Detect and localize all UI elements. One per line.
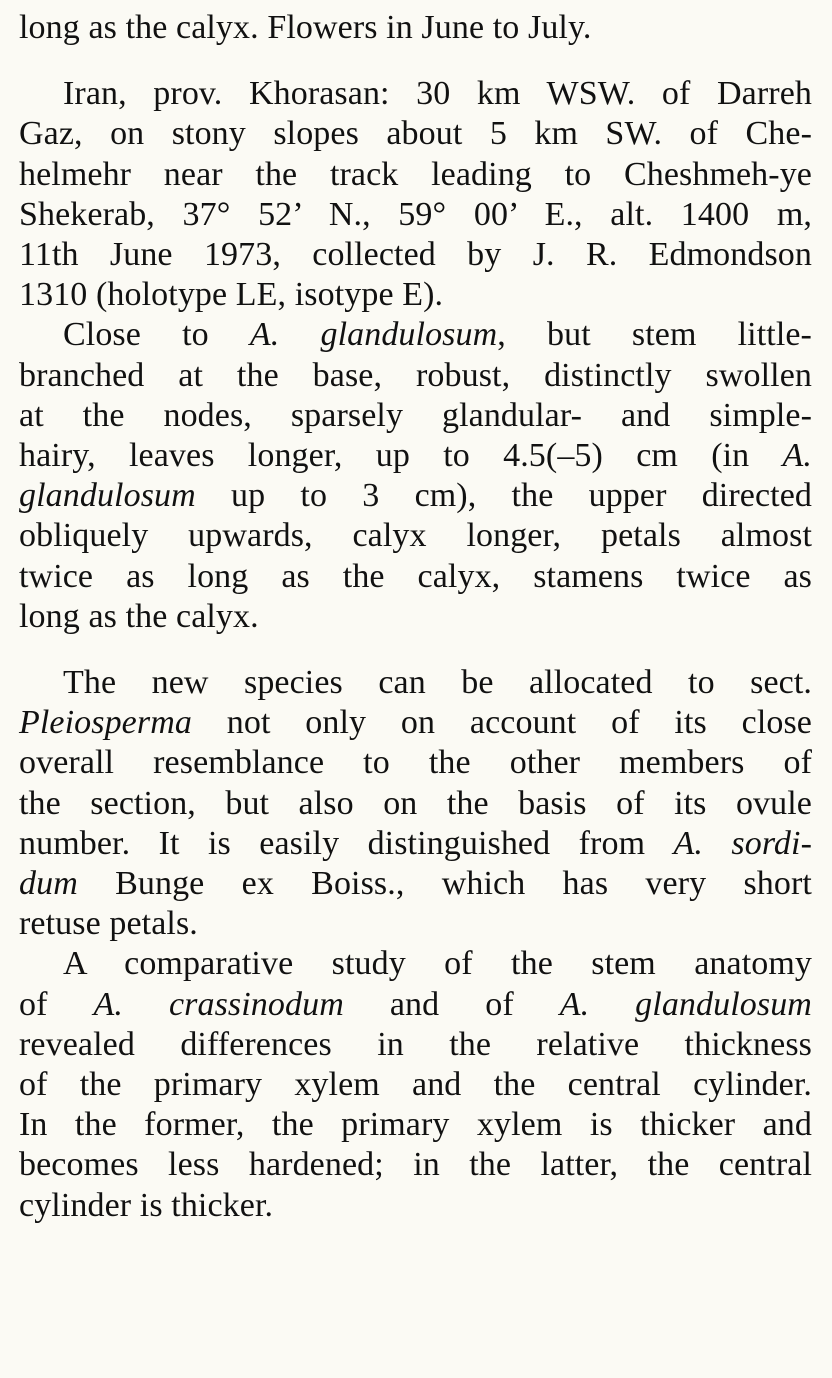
text-line-17	[19, 703, 812, 743]
taxon-name: A. glandulosum	[249, 316, 498, 354]
text-run: and of	[389, 985, 514, 1023]
text-line-10: at the nodes, sparsely glandular- and simple-	[19, 396, 812, 434]
text-run: not only on account of its close	[226, 704, 812, 742]
text-run: Close to	[63, 316, 209, 354]
taxon-name: Pleiosperma	[19, 704, 192, 742]
text-run: hairy, leaves longer, up to 4.5(–5) cm (in	[19, 437, 750, 475]
text-line-15: long as the calyx.	[19, 597, 259, 635]
text-line-21	[19, 864, 812, 904]
text-line-12	[19, 476, 812, 516]
text-line-19: the section, but also on the basis of its ovule	[19, 784, 812, 822]
text-line-7: 1310 (holotype LE, isotype E).	[19, 276, 444, 314]
text-run: Bunge ex Boiss., which has very short	[115, 865, 812, 903]
text-line-24	[19, 985, 812, 1025]
text-run: number. It is easily distinguished from	[19, 824, 646, 862]
taxon-name: A.	[782, 437, 812, 475]
text-line-2: Iran, prov. Khorasan: 30 km WSW. of Darreh	[63, 75, 812, 113]
text-line-26: of the primary xylem and the central cylinder.	[19, 1066, 812, 1104]
text-line-27: In the former, the primary xylem is thicker and	[19, 1106, 812, 1144]
text-line-9: branched at the base, robust, distinctly swollen	[19, 356, 812, 394]
text-line-22: retuse petals.	[19, 905, 198, 943]
paragraph-gap	[19, 637, 812, 663]
text-line-14: twice as long as the calyx, stamens twice as	[19, 557, 812, 595]
text-line-3: Gaz, on stony slopes about 5 km SW. of Che-	[19, 115, 812, 153]
text-line-23: A comparative study of the stem anatomy	[63, 945, 812, 983]
taxon-name: dum	[19, 865, 78, 903]
text-line-29: cylinder is thicker.	[19, 1186, 274, 1224]
text-run: up to 3 cm), the upper directed	[231, 477, 812, 515]
text-line-18: overall resemblance to the other members of	[19, 744, 812, 782]
text-line-5: Shekerab, 37° 52’ N., 59° 00’ E., alt. 1400 m,	[19, 195, 812, 233]
taxon-name: A. sordi-	[673, 824, 812, 862]
text-line-16: The new species can be allocated to sect.	[63, 664, 812, 702]
text-line-6: 11th June 1973, collected by J. R. Edmondson	[19, 236, 812, 274]
text-line-4: helmehr near the track leading to Cheshmeh-ye	[19, 155, 812, 193]
text-line-25: revealed differences in the relative thickness	[19, 1025, 812, 1063]
text-line-20	[19, 824, 812, 864]
paragraph-gap	[19, 48, 812, 74]
taxon-name: A. crassinodum	[93, 985, 344, 1023]
text-line-8	[19, 315, 812, 355]
text-run: of	[19, 985, 48, 1023]
taxon-name: glandulosum	[19, 477, 196, 515]
text-line-1: long as the calyx. Flowers in June to July.	[19, 9, 592, 46]
text-run: , but stem little-	[497, 316, 812, 354]
text-line-13: obliquely upwards, calyx longer, petals almost	[19, 517, 812, 555]
text-line-28: becomes less hardened; in the latter, the central	[19, 1146, 812, 1184]
text-line-11	[19, 436, 812, 476]
taxon-name: A. glandulosum	[559, 985, 812, 1023]
